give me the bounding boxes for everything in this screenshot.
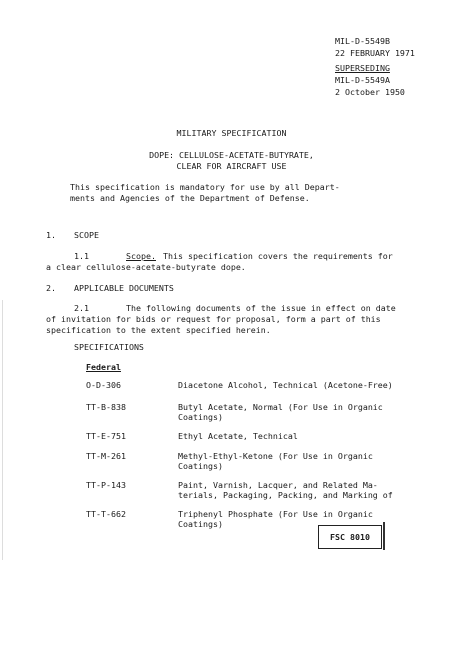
spec-desc-line-2: Coatings) [178, 412, 223, 423]
scan-margin-line [2, 300, 3, 560]
spec-desc-line-1: Paint, Varnish, Lacquer, and Related Ma- [178, 480, 378, 490]
spec-kind: MILITARY SPECIFICATION [176, 128, 287, 138]
doc-id: MIL-D-5549B [335, 36, 390, 46]
superseded-id: MIL-D-5549A [335, 75, 390, 85]
fsc-box: FSC 8010 [318, 525, 382, 549]
spec-code: TT-T-662 [86, 509, 126, 519]
section-1-number: 1. [46, 230, 56, 240]
spec-code: O-D-306 [86, 380, 121, 390]
spec-desc-line-2: Coatings) [178, 461, 223, 472]
para-2-1-number: 2.1 [74, 303, 89, 313]
specifications-heading: SPECIFICATIONS [74, 342, 144, 352]
spec-code: TT-E-751 [86, 431, 126, 441]
title-line-1: DOPE: CELLULOSE-ACETATE-BUTYRATE, [149, 150, 314, 160]
doc-date: 22 FEBRUARY 1971 [335, 48, 415, 58]
para-2-1-line-3: specification to the extent specified herein. [46, 325, 271, 335]
para-1-1-line-2: a clear cellulose-acetate-butyrate dope. [46, 262, 246, 272]
section-1-heading: SCOPE [74, 230, 99, 240]
title-line-2: CLEAR FOR AIRCRAFT USE [176, 161, 287, 171]
spec-row [86, 402, 383, 422]
spec-row [86, 431, 298, 441]
section-2-heading: APPLICABLE DOCUMENTS [74, 283, 174, 293]
para-1-1-line-1: This specification covers the requirements for [163, 251, 393, 261]
spec-desc-line-1: Methyl-Ethyl-Ketone (For Use in Organic [178, 451, 373, 461]
spec-desc-line-1: Ethyl Acetate, Technical [178, 431, 298, 441]
spec-desc-line-1: Diacetone Alcohol, Technical (Acetone-Free) [178, 380, 393, 390]
federal-subheading: Federal [86, 362, 121, 372]
spec-desc-line-1: Triphenyl Phosphate (For Use in Organic [178, 509, 373, 519]
spec-row [86, 380, 393, 390]
spec-code: TT-B-838 [86, 402, 126, 412]
mandatory-line-1: This specification is mandatory for use by all Depart- [70, 182, 340, 192]
spec-desc-line-2: Coatings) [178, 519, 223, 530]
spec-desc-line-1: Butyl Acetate, Normal (For Use in Organic [178, 402, 383, 412]
fsc-box-shadow [383, 522, 385, 550]
para-2-1-line-1: The following documents of the issue in effect on date [126, 303, 396, 313]
superseded-date: 2 October 1950 [335, 87, 405, 97]
para-2-1-line-2: of invitation for bids or request for proposal, form a part of this [46, 314, 381, 324]
document-header [335, 36, 415, 99]
spec-code: TT-M-261 [86, 451, 126, 461]
mandatory-line-2: ments and Agencies of the Department of Defense. [70, 193, 310, 203]
spec-row [86, 480, 393, 500]
para-1-1-title: Scope. [126, 251, 156, 261]
superseding-label: SUPERSEDING [335, 63, 390, 73]
spec-desc-line-2: terials, Packaging, Packing, and Marking of [178, 490, 393, 501]
section-2-number: 2. [46, 283, 56, 293]
para-1-1-number: 1.1 [74, 251, 89, 261]
spec-row [86, 451, 373, 471]
spec-code: TT-P-143 [86, 480, 126, 490]
